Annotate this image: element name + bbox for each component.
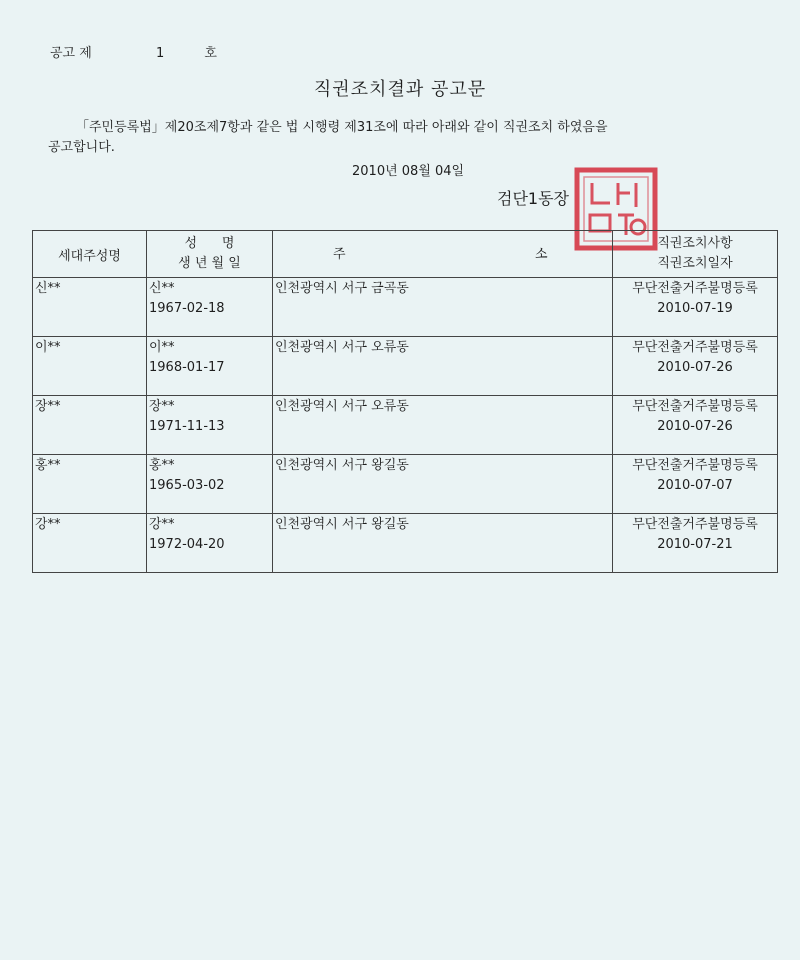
action-cell	[613, 514, 778, 573]
action-text: 무단전출거주불명등록	[632, 281, 758, 296]
household-head-cell: 이**	[33, 337, 147, 396]
header-action-date: 직권조치일자	[657, 256, 733, 271]
action-date-text: 2010-07-07	[657, 478, 733, 493]
name-birth-cell	[147, 514, 273, 573]
action-cell	[613, 396, 778, 455]
header-address-left: 주	[333, 247, 346, 262]
notice-number-suffix: 호	[204, 46, 217, 61]
header-address-right: 소	[535, 247, 548, 262]
action-text: 무단전출거주불명등록	[632, 458, 758, 473]
action-cell	[613, 278, 778, 337]
name-birth-cell	[147, 396, 273, 455]
household-head-cell: 강**	[33, 514, 147, 573]
name-text: 장**	[149, 399, 175, 414]
header-birth: 생 년 월 일	[178, 256, 241, 271]
household-head-cell: 장**	[33, 396, 147, 455]
document-title: 직권조치결과 공고문	[313, 79, 487, 100]
header-address	[273, 231, 613, 278]
name-text: 홍**	[149, 458, 175, 473]
action-text: 무단전출거주불명등록	[632, 340, 758, 355]
table-header-row	[33, 231, 778, 278]
name-text: 신**	[149, 281, 175, 296]
table-row	[33, 396, 778, 455]
birth-text: 1968-01-17	[149, 360, 225, 375]
name-birth-cell	[147, 278, 273, 337]
birth-text: 1971-11-13	[149, 419, 225, 434]
birth-text: 1967-02-18	[149, 301, 225, 316]
header-action	[613, 231, 778, 278]
notice-number-prefix: 공고 제	[50, 46, 92, 61]
issuer-name: 검단1동장	[497, 189, 570, 208]
name-birth-cell	[147, 455, 273, 514]
household-head-cell: 홍**	[33, 455, 147, 514]
name-birth-cell	[147, 337, 273, 396]
action-date-text: 2010-07-19	[657, 301, 733, 316]
header-name-birth	[147, 231, 273, 278]
action-text: 무단전출거주불명등록	[632, 517, 758, 532]
intro-line-1: 「주민등록법」제20조제7항과 같은 법 시행령 제31조에 따라 아래와 같이 직권조치 하였음을	[76, 120, 608, 135]
action-date-text: 2010-07-26	[657, 360, 733, 375]
notice-number-value: 1	[155, 46, 165, 61]
address-cell: 인천광역시 서구 왕길동	[273, 455, 613, 514]
action-date-text: 2010-07-26	[657, 419, 733, 434]
header-name: 성 명	[184, 236, 235, 251]
action-cell	[613, 455, 778, 514]
address-cell: 인천광역시 서구 왕길동	[273, 514, 613, 573]
address-cell: 인천광역시 서구 오류동	[273, 396, 613, 455]
records-table	[32, 230, 778, 573]
notice-date: 2010년 08월 04일	[352, 164, 465, 179]
address-cell: 인천광역시 서구 금곡동	[273, 278, 613, 337]
birth-text: 1965-03-02	[149, 478, 225, 493]
action-date-text: 2010-07-21	[657, 537, 733, 552]
name-text: 강**	[149, 517, 175, 532]
action-cell	[613, 337, 778, 396]
table-row	[33, 337, 778, 396]
birth-text: 1972-04-20	[149, 537, 225, 552]
header-household-head: 세대주성명	[33, 231, 147, 278]
action-text: 무단전출거주불명등록	[632, 399, 758, 414]
table-row	[33, 514, 778, 573]
household-head-cell: 신**	[33, 278, 147, 337]
intro-line-2: 공고합니다.	[48, 140, 115, 155]
header-action-type: 직권조치사항	[657, 236, 733, 251]
address-cell: 인천광역시 서구 오류동	[273, 337, 613, 396]
table-row	[33, 278, 778, 337]
name-text: 이**	[149, 340, 175, 355]
notice-number	[50, 42, 217, 61]
intro-paragraph	[48, 118, 768, 158]
table-row	[33, 455, 778, 514]
